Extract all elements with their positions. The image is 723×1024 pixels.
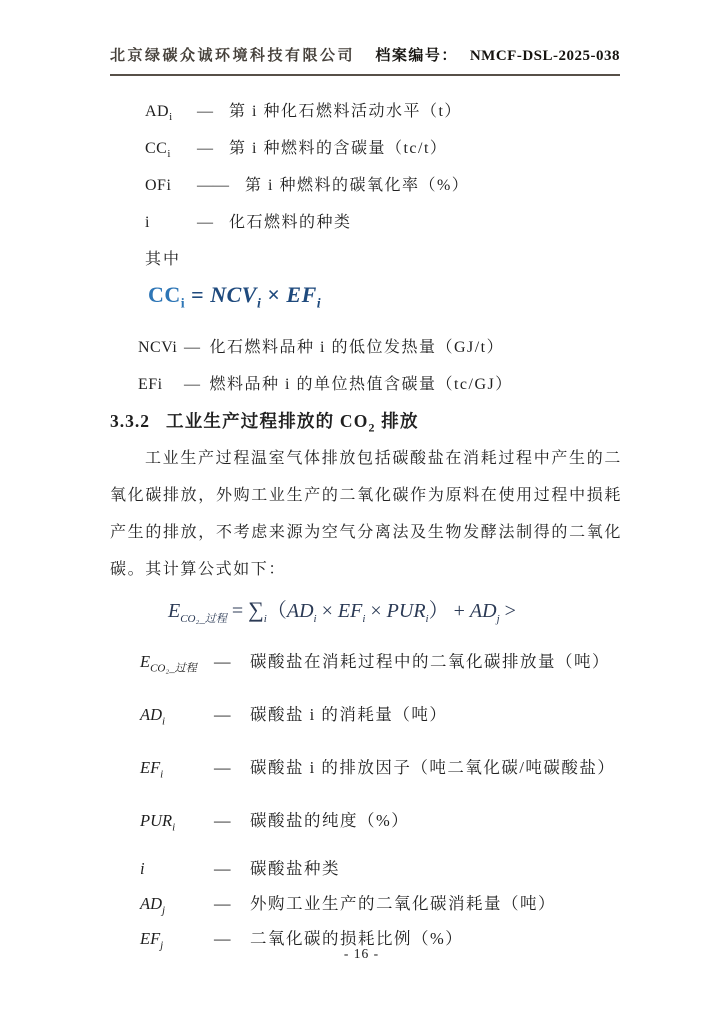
dash-separator: — (197, 214, 213, 231)
definitions-process (110, 648, 622, 952)
term-description: 碳酸盐 i 的排放因子（吨二氧化碳/吨碳酸盐） (250, 758, 616, 777)
dash-separator: — (214, 859, 232, 878)
dash-separator: —— (197, 177, 229, 194)
definition-row (140, 890, 622, 917)
term-description: 外购工业生产的二氧化碳消耗量（吨） (250, 894, 556, 913)
open-paren: （ (266, 600, 287, 622)
archive-value: NMCF-DSL-2025-038 (469, 48, 620, 64)
equals-sign: = (191, 282, 205, 307)
term-description: 第 i 种燃料的碳氧化率（%） (245, 177, 470, 194)
term-symbol: $AD_j$ (140, 894, 166, 917)
formula-lhs: $E_{CO_2\_过程}$ (168, 600, 227, 625)
dash-separator: — (214, 929, 232, 948)
term-description: 碳酸盐 i 的消耗量（吨） (250, 705, 448, 724)
formula-term-ef: $EF_i$ (286, 282, 322, 312)
dash-separator: — (197, 103, 213, 120)
term-symbol: i (140, 859, 145, 878)
formula-lhs: $CC_i$ (148, 282, 186, 312)
term-description: 碳酸盐种类 (250, 859, 340, 878)
term-description: 碳酸盐在消耗过程中的二氧化碳排放量（吨） (250, 652, 610, 671)
dash-separator: — (184, 376, 202, 393)
term-symbol: $AD_i$ (145, 103, 173, 124)
section-heading (110, 408, 622, 435)
multiply-sign: × (316, 600, 338, 622)
term-symbol: $EF_i$ (140, 758, 164, 781)
formula-term-ef: $EF_i$ (337, 600, 366, 625)
definition-row (145, 172, 622, 194)
term-symbol: i (145, 214, 150, 231)
definition-row (145, 209, 622, 231)
term-description: 碳酸盐的纯度（%） (250, 811, 410, 830)
body-paragraph: 工业生产过程温室气体排放包括碳酸盐在消耗过程中产生的二氧化碳排放，外购工业生产的二氧化碳作为原料在使用过程中损耗产生的排放，不考虑来源为空气分离法及生物发酵法制得的二氧化碳。其计算公式如下： (110, 450, 622, 578)
term-description: 化石燃料的种类 (229, 214, 352, 231)
term-description: 第 i 种化石燃料活动水平（t） (229, 103, 462, 120)
page-body (110, 80, 622, 960)
dash-separator: — (214, 758, 232, 777)
definition-row (140, 648, 622, 675)
page-number: - 16 - (343, 946, 380, 961)
term-symbol: NCVi (138, 339, 178, 356)
formula-term-pur: $PUR_i$ (386, 600, 429, 625)
dash-separator: — (197, 140, 213, 157)
term-description: 燃料品种 i 的单位热值含碳量（tc/GJ） (209, 376, 513, 393)
term-symbol: $PUR_i$ (140, 811, 176, 834)
definitions-ncv (110, 334, 622, 393)
formula-term-ncv: $NCV_i$ (210, 282, 262, 312)
definition-row (140, 701, 622, 728)
definition-row (140, 925, 622, 952)
term-symbol: $AD_i$ (140, 705, 166, 728)
trailing-operator: > (499, 600, 516, 622)
term-symbol: $CC_i$ (145, 140, 171, 161)
dash-separator: — (214, 894, 232, 913)
page-header (110, 44, 620, 76)
term-description: 第 i 种燃料的含碳量（tc/t） (229, 140, 448, 157)
definition-row (140, 855, 622, 877)
among-label: 其中 (145, 251, 182, 268)
definition-row (138, 334, 622, 356)
definition-row (145, 98, 622, 124)
formula-term-adj: $AD_j$ (469, 600, 500, 625)
definition-row (140, 807, 622, 834)
definitions-fuel (110, 98, 622, 231)
dash-separator: — (184, 339, 202, 356)
multiply-sign: × (365, 600, 387, 622)
sigma-symbol: ∑ (248, 597, 264, 622)
section-title: 工业生产过程排放的 $CO_2$ 排放 (166, 411, 419, 435)
dash-separator: — (214, 652, 232, 671)
definition-row (145, 135, 622, 161)
term-symbol: EFi (138, 376, 163, 393)
formula-process-emissions: $E_{CO_2\_过程} = \sum_i(AD_i \times EF_i \times PUR_i) + AD_j$ > (168, 597, 516, 625)
term-symbol: OFi (145, 177, 172, 194)
multiply-sign: × (267, 282, 281, 307)
close-paren: ） (428, 600, 449, 622)
archive-number (375, 44, 620, 65)
company-name: 北京绿碳众诚环境科技有限公司 (110, 48, 356, 64)
term-symbol: $EF_j$ (140, 929, 164, 952)
formula-carbon-content (148, 282, 622, 314)
dash-separator: — (214, 811, 232, 830)
definition-row (140, 754, 622, 781)
equals-sign: = (226, 600, 249, 622)
definition-row (138, 371, 622, 393)
term-description: 化石燃料品种 i 的低位发热量（GJ/t） (209, 339, 505, 356)
term-description: 二氧化碳的损耗比例（%） (250, 929, 464, 948)
dash-separator: — (214, 705, 232, 724)
section-number: 3.3.2 (110, 411, 150, 431)
term-symbol: $E_{CO_2\_过程}$ (140, 652, 197, 675)
plus-sign: + (448, 600, 470, 622)
formula-term-ad: $AD_i$ (286, 600, 317, 625)
archive-label: 档案编号： (375, 48, 458, 64)
